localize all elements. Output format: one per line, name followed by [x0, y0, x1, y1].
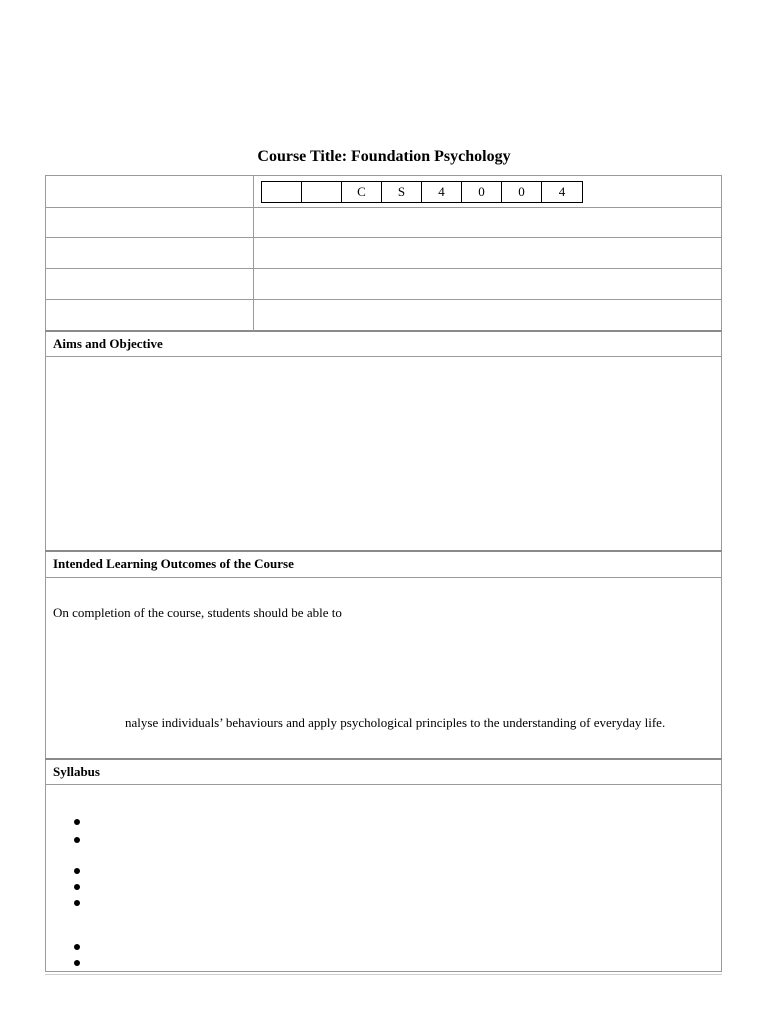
syllabus-bullet: [74, 868, 80, 874]
outcomes-item: nalyse individuals’ behaviours and apply psychological principles to the understanding of everyday life.: [125, 715, 666, 730]
course-code-box: C: [342, 182, 382, 202]
course-code-box: S: [382, 182, 422, 202]
course-code-box: 4: [422, 182, 462, 202]
row-divider: [45, 784, 722, 785]
course-title: Course Title: Foundation Psychology: [257, 148, 511, 165]
aims-heading: Aims and Objective: [53, 336, 163, 351]
row-divider: [45, 356, 722, 357]
row-divider: [45, 758, 722, 760]
syllabus-heading: Syllabus: [53, 764, 100, 779]
column-divider: [253, 175, 254, 331]
page-bottom-rule: [45, 974, 722, 975]
syllabus-bullet: [74, 837, 80, 843]
syllabus-bullet: [74, 944, 80, 950]
outcomes-heading: Intended Learning Outcomes of the Course: [53, 556, 294, 571]
course-code-box: [262, 182, 302, 202]
course-code-box: 0: [502, 182, 542, 202]
row-divider: [45, 550, 722, 552]
syllabus-bullet: [74, 819, 80, 825]
course-code-boxes: [261, 181, 583, 203]
syllabus-bullet: [74, 884, 80, 890]
outcomes-intro: On completion of the course, students should be able to: [53, 605, 342, 620]
row-divider: [45, 299, 722, 300]
row-divider: [45, 207, 722, 208]
course-code-box: 4: [558, 184, 566, 199]
course-form-frame: [45, 175, 722, 972]
course-code-box: [302, 182, 342, 202]
row-divider: [45, 268, 722, 269]
course-code-box: 0: [462, 182, 502, 202]
row-divider: [45, 330, 722, 332]
row-divider: [45, 237, 722, 238]
row-divider: [45, 577, 722, 578]
syllabus-bullet: [74, 900, 80, 906]
syllabus-bullet: [74, 960, 80, 966]
